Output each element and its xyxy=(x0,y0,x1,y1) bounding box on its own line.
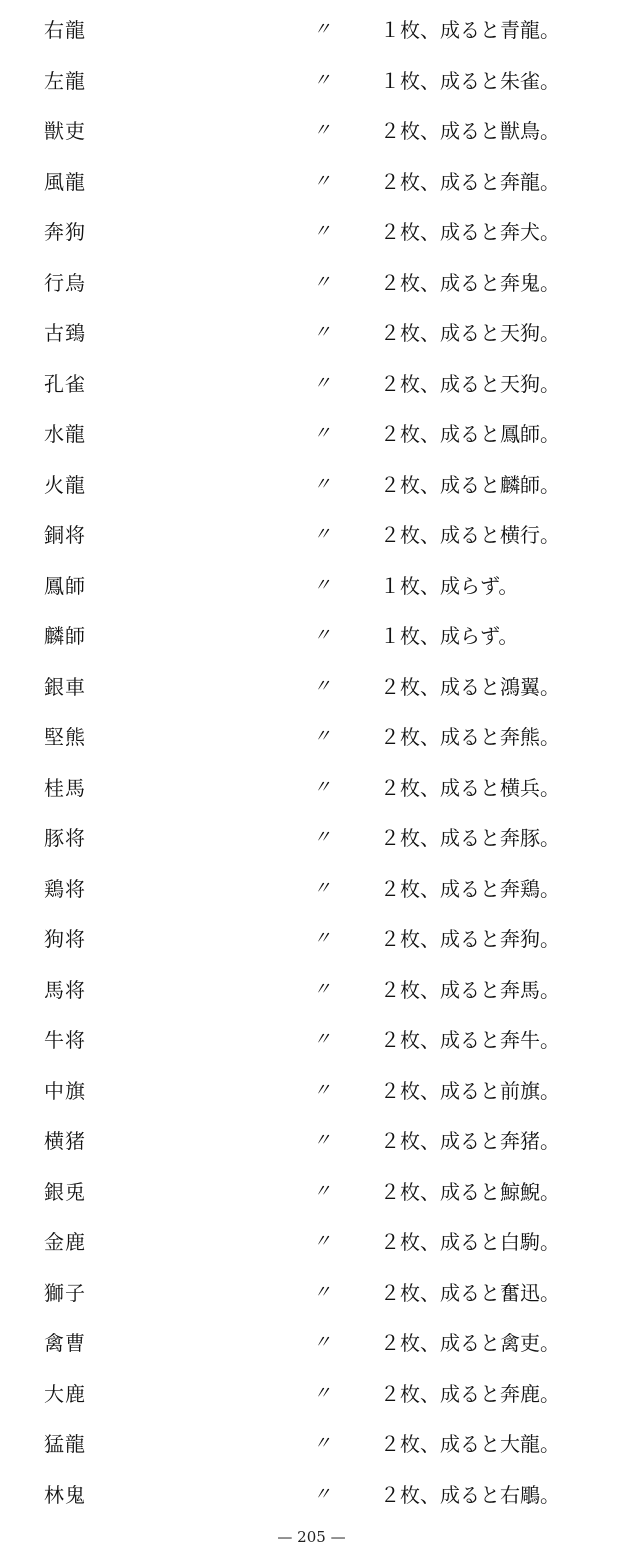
list-item xyxy=(0,409,623,460)
piece-name: 古鵄 xyxy=(44,321,86,345)
ditto-mark: 〃 xyxy=(313,827,331,848)
piece-name: 猛龍 xyxy=(44,1432,86,1456)
ditto-mark: 〃 xyxy=(313,625,331,646)
piece-name: 奔狗 xyxy=(44,220,86,244)
piece-description: ２枚、成ると鴻翼。 xyxy=(380,674,560,699)
list-item xyxy=(0,712,623,763)
piece-description: ２枚、成ると麟師。 xyxy=(380,472,560,497)
piece-name: 金鹿 xyxy=(44,1230,86,1254)
ditto-mark: 〃 xyxy=(313,1382,331,1404)
ditto-mark: 〃 xyxy=(313,675,331,697)
list-item xyxy=(0,207,623,258)
piece-name: 獅子 xyxy=(44,1280,86,1305)
piece-description: ２枚、成ると奔馬。 xyxy=(380,977,560,1002)
piece-name: 禽曹 xyxy=(44,1331,86,1355)
ditto-mark: 〃 xyxy=(313,1281,331,1303)
ditto-mark: 〃 xyxy=(313,1433,331,1454)
piece-description: ２枚、成ると横兵。 xyxy=(380,775,560,800)
piece-description: ２枚、成ると横行。 xyxy=(380,523,560,547)
piece-description: ２枚、成ると奔犬。 xyxy=(380,220,560,244)
list-item xyxy=(0,106,623,157)
piece-description: ２枚、成ると奔豚。 xyxy=(380,826,560,850)
ditto-mark: 〃 xyxy=(313,1130,331,1151)
list-item xyxy=(0,1066,623,1117)
ditto-mark: 〃 xyxy=(313,1079,331,1101)
piece-description: ２枚、成ると天狗。 xyxy=(380,371,560,396)
list-item xyxy=(0,1318,623,1369)
ditto-mark: 〃 xyxy=(313,1332,331,1353)
list-item xyxy=(0,157,623,208)
piece-name: 堅熊 xyxy=(44,725,86,749)
piece-name: 火龍 xyxy=(44,472,86,497)
piece-name: 狗将 xyxy=(44,927,86,951)
piece-description: ２枚、成ると奔牛。 xyxy=(380,1028,560,1052)
piece-name: 横猪 xyxy=(44,1129,86,1153)
piece-name: 行烏 xyxy=(44,270,86,295)
list-item xyxy=(0,1116,623,1167)
piece-description: ２枚、成ると天狗。 xyxy=(380,321,560,345)
ditto-mark: 〃 xyxy=(313,877,331,899)
piece-name: 銀車 xyxy=(44,674,86,699)
piece-name: 麟師 xyxy=(44,624,86,648)
ditto-mark: 〃 xyxy=(313,19,331,40)
list-item xyxy=(0,1419,623,1470)
ditto-mark: 〃 xyxy=(313,1029,331,1050)
ditto-mark: 〃 xyxy=(313,322,331,343)
piece-description: ２枚、成ると白駒。 xyxy=(380,1230,560,1254)
piece-description: ２枚、成ると奔猪。 xyxy=(380,1129,560,1153)
list-item xyxy=(0,611,623,662)
piece-name: 銀兎 xyxy=(44,1179,86,1204)
piece-description: ２枚、成ると禽吏。 xyxy=(380,1331,560,1355)
piece-description: ２枚、成ると奔狗。 xyxy=(380,927,560,951)
list-item xyxy=(0,308,623,359)
piece-name: 左龍 xyxy=(44,68,86,93)
piece-list xyxy=(0,5,623,1520)
piece-description: ２枚、成ると奔龍。 xyxy=(380,169,560,194)
list-item xyxy=(0,5,623,56)
list-item xyxy=(0,510,623,561)
piece-name: 大鹿 xyxy=(44,1381,86,1406)
piece-name: 水龍 xyxy=(44,422,86,446)
ditto-mark: 〃 xyxy=(313,776,331,798)
piece-name: 孔雀 xyxy=(44,371,86,396)
ditto-mark: 〃 xyxy=(313,423,331,444)
ditto-mark: 〃 xyxy=(313,69,331,91)
piece-name: 林鬼 xyxy=(44,1482,86,1507)
piece-description: ２枚、成ると奔熊。 xyxy=(380,725,560,749)
list-item xyxy=(0,763,623,814)
ditto-mark: 〃 xyxy=(313,1231,331,1252)
list-item xyxy=(0,914,623,965)
list-item xyxy=(0,359,623,410)
piece-description: １枚、成らず。 xyxy=(380,573,519,598)
list-item xyxy=(0,813,623,864)
piece-description: ２枚、成ると奔鬼。 xyxy=(380,270,560,295)
ditto-mark: 〃 xyxy=(313,928,331,949)
piece-description: ２枚、成ると鳳師。 xyxy=(380,422,560,446)
piece-description: ２枚、成ると右鵰。 xyxy=(380,1482,560,1507)
list-item xyxy=(0,1470,623,1521)
ditto-mark: 〃 xyxy=(313,1483,331,1505)
piece-description: １枚、成ると朱雀。 xyxy=(380,68,560,93)
piece-description: ２枚、成ると大龍。 xyxy=(380,1432,560,1456)
piece-description: ２枚、成ると鯨鯢。 xyxy=(380,1179,560,1204)
piece-description: ２枚、成ると獣鳥。 xyxy=(380,119,560,143)
piece-name: 風龍 xyxy=(44,169,86,194)
list-item xyxy=(0,56,623,107)
piece-name: 桂馬 xyxy=(44,775,86,800)
piece-description: ２枚、成ると奔鶏。 xyxy=(380,876,560,901)
ditto-mark: 〃 xyxy=(313,1180,331,1202)
piece-description: １枚、成ると青龍。 xyxy=(380,18,560,42)
piece-name: 獣吏 xyxy=(44,119,86,143)
ditto-mark: 〃 xyxy=(313,726,331,747)
list-item xyxy=(0,1268,623,1319)
ditto-mark: 〃 xyxy=(313,524,331,545)
ditto-mark: 〃 xyxy=(313,473,331,495)
piece-name: 馬将 xyxy=(44,977,86,1002)
ditto-mark: 〃 xyxy=(313,574,331,596)
ditto-mark: 〃 xyxy=(313,271,331,293)
page-number: — 205 — xyxy=(277,1528,346,1546)
piece-name: 豚将 xyxy=(44,826,86,850)
piece-name: 鶏将 xyxy=(44,876,86,901)
ditto-mark: 〃 xyxy=(313,170,331,192)
ditto-mark: 〃 xyxy=(313,372,331,394)
piece-name: 牛将 xyxy=(44,1028,86,1052)
piece-description: ２枚、成ると奔鹿。 xyxy=(380,1381,560,1406)
list-item xyxy=(0,662,623,713)
list-item xyxy=(0,1167,623,1218)
piece-name: 鳳師 xyxy=(44,573,86,598)
piece-description: ２枚、成ると奮迅。 xyxy=(380,1280,560,1305)
list-item xyxy=(0,864,623,915)
ditto-mark: 〃 xyxy=(313,221,331,242)
ditto-mark: 〃 xyxy=(313,978,331,1000)
piece-description: ２枚、成ると前旗。 xyxy=(380,1078,560,1103)
list-item xyxy=(0,258,623,309)
list-item xyxy=(0,1217,623,1268)
list-item xyxy=(0,561,623,612)
list-item xyxy=(0,1015,623,1066)
piece-name: 銅将 xyxy=(44,523,86,547)
list-item xyxy=(0,1369,623,1420)
list-item xyxy=(0,460,623,511)
piece-name: 中旗 xyxy=(44,1078,86,1103)
piece-description: １枚、成らず。 xyxy=(380,624,519,648)
piece-name: 右龍 xyxy=(44,18,86,42)
list-item xyxy=(0,965,623,1016)
ditto-mark: 〃 xyxy=(313,120,331,141)
